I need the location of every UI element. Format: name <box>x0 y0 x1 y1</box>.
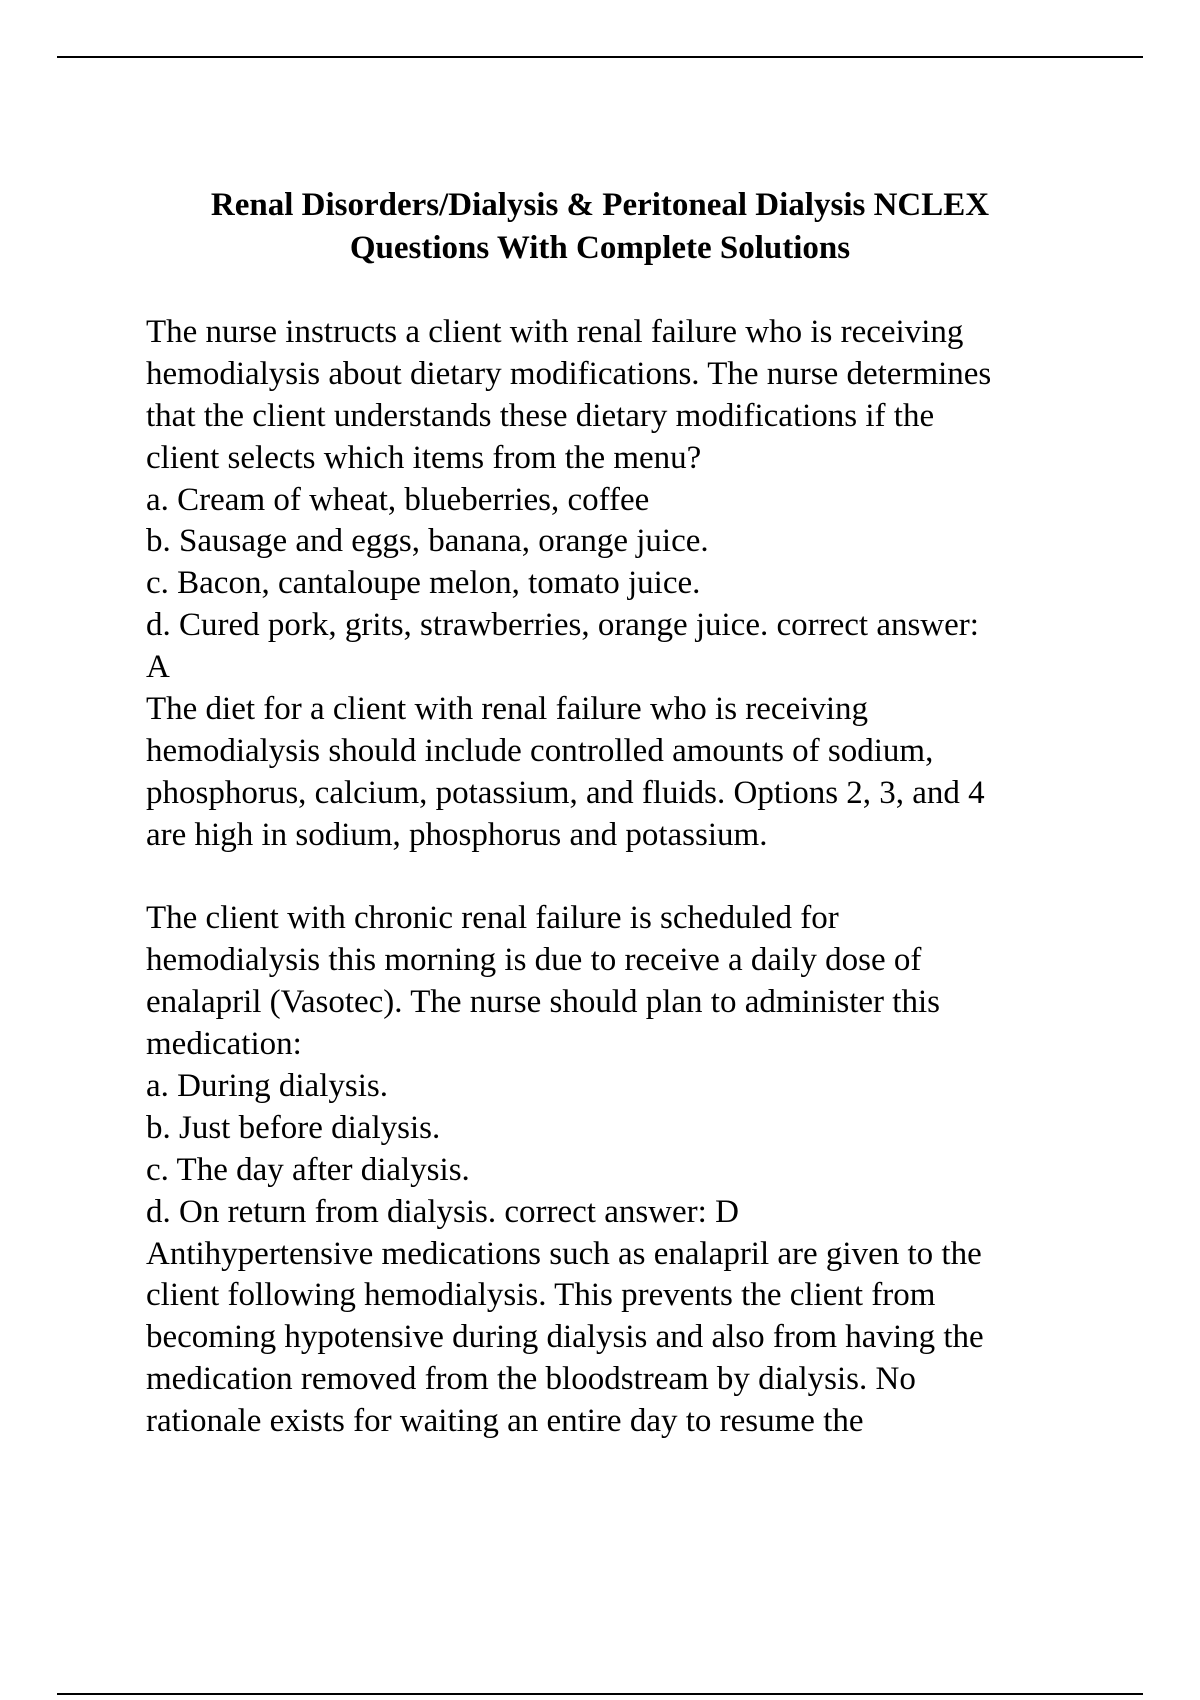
rationale-line: phosphorus, calcium, potassium, and fluids. Options 2, 3, and 4 <box>146 774 985 811</box>
title-line-2: Questions With Complete Solutions <box>349 230 851 266</box>
option-b: b. Just before dialysis. <box>146 1109 441 1146</box>
stem-line: hemodialysis about dietary modifications. The nurse determines <box>146 355 992 392</box>
page-title <box>100 184 1100 270</box>
option-c: c. The day after dialysis. <box>146 1151 470 1188</box>
question-2 <box>146 898 1106 1443</box>
top-divider <box>57 56 1143 58</box>
stem-line: client selects which items from the menu? <box>146 439 702 476</box>
rationale-line: are high in sodium, phosphorus and potassium. <box>146 816 768 853</box>
rationale-line: becoming hypotensive during dialysis and also from having the <box>146 1319 984 1356</box>
correct-answer: A <box>146 649 170 686</box>
stem-line: The nurse instructs a client with renal failure who is receiving <box>146 314 964 350</box>
option-c: c. Bacon, cantaloupe melon, tomato juice. <box>146 565 701 602</box>
title-line-1: Renal Disorders/Dialysis & Peritoneal Dialysis NCLEX <box>210 187 990 223</box>
stem-line: enalapril (Vasotec). The nurse should plan to administer this <box>146 984 940 1021</box>
question-1 <box>146 312 1106 857</box>
question-2-rationale <box>146 1234 1106 1443</box>
question-1-stem <box>146 312 1106 480</box>
option-b: b. Sausage and eggs, banana, orange juice. <box>146 523 709 560</box>
rationale-line: rationale exists for waiting an entire day to resume the <box>146 1403 864 1440</box>
option-a: a. During dialysis. <box>146 1068 388 1105</box>
rationale-line: medication removed from the bloodstream by dialysis. No <box>146 1361 916 1398</box>
option-d: d. Cured pork, grits, strawberries, orange juice. correct answer: <box>146 607 979 644</box>
rationale-line: hemodialysis should include controlled amounts of sodium, <box>146 732 934 769</box>
rationale-line: Antihypertensive medications such as enalapril are given to the <box>146 1235 982 1272</box>
bottom-divider <box>57 1693 1143 1695</box>
stem-line: hemodialysis this morning is due to receive a daily dose of <box>146 942 922 979</box>
question-2-stem <box>146 898 1106 1066</box>
stem-line: The client with chronic renal failure is scheduled for <box>146 900 839 937</box>
document-body <box>146 312 1106 1443</box>
rationale-line: The diet for a client with renal failure who is receiving <box>146 691 869 728</box>
question-1-rationale <box>146 689 1106 857</box>
question-1-options <box>146 480 1106 689</box>
stem-line: that the client understands these dietary modifications if the <box>146 397 935 434</box>
stem-line: medication: <box>146 1026 302 1063</box>
question-2-options <box>146 1066 1106 1234</box>
option-a: a. Cream of wheat, blueberries, coffee <box>146 481 650 518</box>
option-d: d. On return from dialysis. correct answer: D <box>146 1193 739 1230</box>
paragraph-gap <box>146 857 1106 899</box>
rationale-line: client following hemodialysis. This prevents the client from <box>146 1277 936 1314</box>
